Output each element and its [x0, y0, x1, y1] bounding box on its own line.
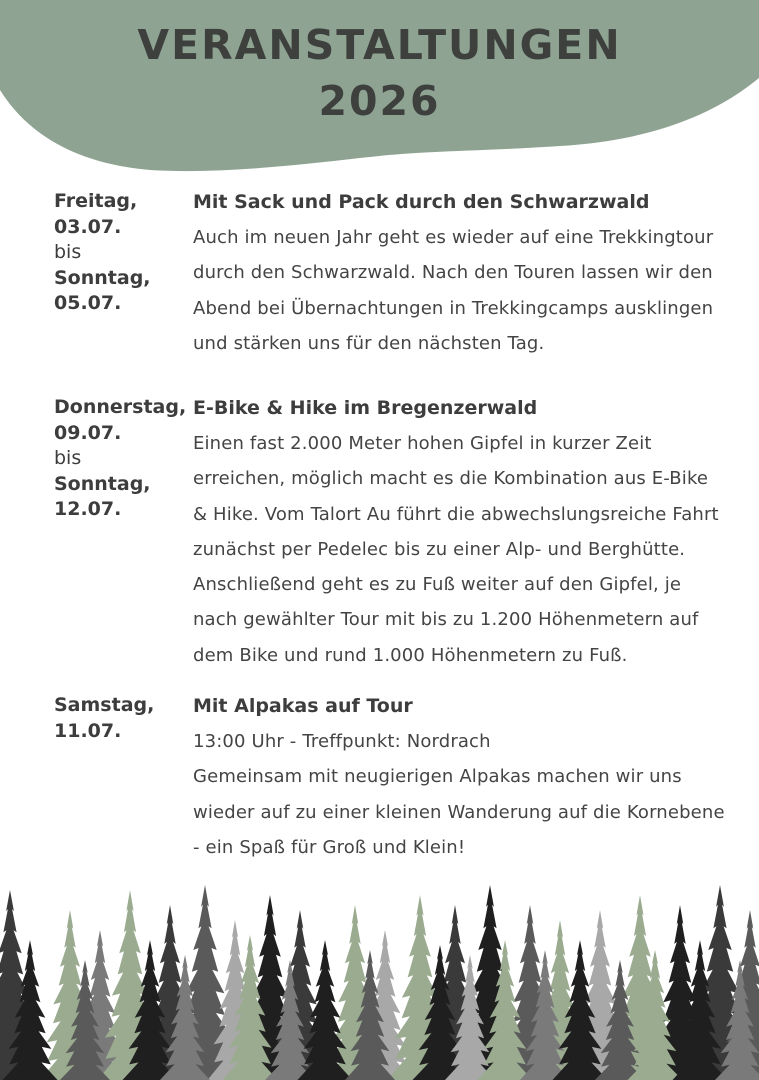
event-description: 13:00 Uhr - Treffpunkt: Nordrach Gemeinsam mit neugierigen Alpakas machen wir uns wieder auf zu einer kleinen Wanderung auf die Kornebene - ein Spaß für Groß und Klein! [193, 731, 725, 858]
forest-illustration [0, 880, 759, 1080]
page-year: 2026 [318, 77, 441, 125]
event-description: Einen fast 2.000 Meter hohen Gipfel in kurzer Zeit erreichen, möglich macht es die Kombination aus E-Bike & Hike. Vom Talort Au führt die abwechslungsreiche Fahrt zunächst per Pedelec bis zu einer Alp- und Berghütte. Anschließend geht es zu Fuß weiter auf den Gipfel, je nach gewählter Tour mit bis zu 1.200 Höhenmetern auf dem Bike und rund 1.000 Höhenmetern zu Fuß. [193, 433, 719, 666]
date-start-day: Samstag, [54, 694, 155, 716]
date-end: 05.07. [54, 292, 122, 314]
date-start-day: Donnerstag, [54, 396, 187, 418]
page-title: VERANSTALTUNGEN [137, 21, 622, 69]
event-content [193, 395, 759, 673]
event-content [193, 693, 759, 865]
date-start: 11.07. [54, 719, 122, 742]
event-date [54, 395, 194, 523]
date-start-day: Freitag, [54, 190, 138, 212]
date-start: 03.07. [54, 215, 122, 238]
date-end-day: Sonntag, [54, 266, 151, 289]
date-end-day: Sonntag, [54, 472, 151, 495]
date-separator: bis [54, 447, 82, 469]
date-start: 09.07. [54, 421, 122, 444]
event-date [54, 189, 194, 317]
event-title: Mit Sack und Pack durch den Schwarzwald [193, 191, 650, 213]
event-date [54, 693, 194, 744]
date-separator: bis [54, 241, 82, 263]
event-description: Auch im neuen Jahr geht es wieder auf eine Trekkingtour durch den Schwarzwald. Nach den Touren lassen wir den Abend bei Übernachtungen in Trekkingcamps ausklingen und stärken uns für den nächsten Tag. [193, 227, 714, 354]
event-title: E-Bike & Hike im Bregenzerwald [193, 397, 538, 419]
event-content [193, 189, 759, 361]
date-end: 12.07. [54, 498, 122, 520]
event-title: Mit Alpakas auf Tour [193, 695, 413, 717]
